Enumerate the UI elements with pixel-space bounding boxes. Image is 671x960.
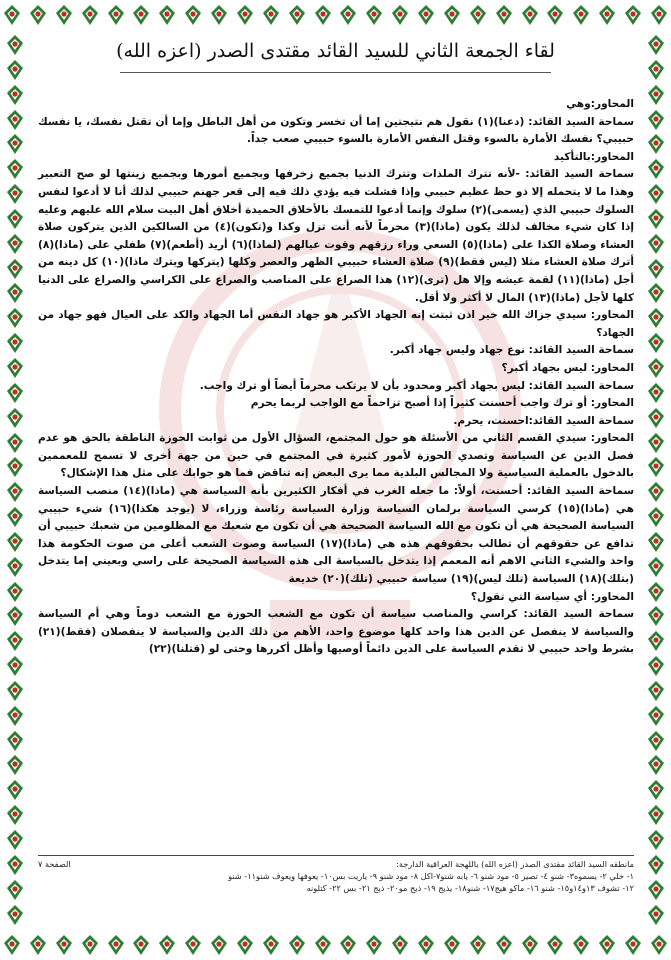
ornament-icon — [5, 357, 25, 379]
ornament-icon — [520, 934, 540, 956]
paragraph: المحاور: أي سياسة التي تقول؟ — [470, 590, 634, 603]
ornament-icon — [5, 183, 25, 205]
ornament-icon — [646, 854, 666, 876]
paragraph: المحاور:بالتأكيد — [553, 150, 634, 163]
ornament-icon — [235, 4, 255, 26]
right-border — [641, 30, 671, 930]
ornament-icon — [5, 556, 25, 578]
ornament-icon — [646, 481, 666, 503]
ornament-icon — [5, 605, 25, 627]
ornament-icon — [5, 258, 25, 280]
paragraph: سماحة السيد القائد: -لأنه تترك الملذات وتترك الدنيا بجميع زخرفها وبجميع أمورها وبجميع زينتها لو صح التعبير وهذا ما لا يتحمله إلا ذو حظ عظيم حبيبي وإذا فشلت فيه يؤدي ذلك فيه إلى قعر جهنم حبيبي لذلك أنا لا أدعوا لنفس السلوك حبيبي الذي (يسمى)(٢) سلوك وإنما أدعوا للتمسك بالأخلاق الحميدة أخلاق أهل البيت سلام الله عليهم وعليه إذا كان شيء مخالف لذلك يكون (ماذا)(٣) محرماً لأنه أنت تزل وكذا و(تكون)(٤) من السالكين الذين يتركون صلاة العشاء وصلاة الكذا على (ماذا)(٥) السعي وراء رزقهم وقوت عيالهم (لماذا)(٦) أريد (أطعم)(٧) طفلي على (ماذا)(٨) أترك صلاة العشاء مثلا (ليس فقط)(٩) صلاة العشاء حبيبي الظهر والعصر وكلها (يتركها ويترك ماذا)(١٠) كل دينه من أجل (ماذا)(١١) لقمة عيشه وإلا هل (ترى)(١٢) هذا الصراع على المناصب والصراع على الكراسي والصراع على الدنيا كلها لأجل (ماذا)(١٣) المال لا أكثر ولا أقل. — [38, 168, 635, 304]
ornament-icon — [646, 133, 666, 155]
ornament-icon — [5, 133, 25, 155]
ornament-icon — [646, 432, 666, 454]
ornament-icon — [571, 4, 591, 26]
ornament-icon — [5, 680, 25, 702]
ornament-icon — [5, 531, 25, 553]
ornament-icon — [157, 934, 177, 956]
ornament-icon — [646, 258, 666, 280]
ornament-icon — [5, 456, 25, 478]
ornament-icon — [2, 4, 22, 26]
top-border — [0, 0, 671, 30]
ornament-icon — [416, 4, 436, 26]
ornament-icon — [646, 282, 666, 304]
ornament-icon — [54, 934, 74, 956]
ornament-icon — [646, 804, 666, 826]
ornament-icon — [5, 829, 25, 851]
ornament-icon — [646, 531, 666, 553]
ornament-icon — [646, 730, 666, 752]
ornament-icon — [28, 934, 48, 956]
ornament-icon — [5, 581, 25, 603]
ornament-icon — [2, 934, 22, 956]
ornament-icon — [5, 307, 25, 329]
ornament-icon — [494, 4, 514, 26]
ornament-icon — [261, 4, 281, 26]
ornament-icon — [646, 879, 666, 901]
ornament-icon — [597, 4, 617, 26]
ornament-icon — [623, 4, 643, 26]
ornament-icon — [646, 183, 666, 205]
ornament-icon — [390, 934, 410, 956]
footnote-source: مانطقه السيد القائد مقتدى الصدر (اعزه الله) باللهجة العراقية الدارجة: — [396, 859, 634, 869]
paragraph: سماحة السيد القائد: كراسي والمناصب سياسة أن تكون مع الشعب الحوزة مع الشعب دوماً وهي أم السياسة والسياسة لا ينفصل عن الدين هذا واحد كلها موضوع واحد، الأهم من ذلك الدين والسياسة لا ينفصلان (فقط)(٢١) بشرط واحد حبيبي لا تقدم السياسة على الدين دائماً أوصيها وأظل أكررها وحتى لو (قتلنا)(٢٢) — [38, 608, 634, 656]
ornament-icon — [646, 208, 666, 230]
ornament-icon — [646, 705, 666, 727]
ornament-icon — [646, 158, 666, 180]
ornament-icon — [5, 158, 25, 180]
ornament-icon — [646, 34, 666, 56]
ornament-icon — [646, 829, 666, 851]
ornament-icon — [646, 904, 666, 926]
ornament-icon — [28, 4, 48, 26]
paragraph: المحاور: أو ترك واجب أحسنت كثيراً إذا أصبح تزاحماً مع الواجب لربما يحرم — [250, 397, 634, 410]
ornament-icon — [442, 934, 462, 956]
title-divider — [120, 72, 551, 73]
ornament-icon — [5, 854, 25, 876]
footnote-line: ١- خلي ٢- يسموه٣- شنو ٤- تصير ٥- مود شنو ٦- يابه شنو٧-اكل ٨- مود شنو ٩- ياريت بس١٠- يعوفها ويعوف شنو١١- شنو — [228, 871, 634, 881]
ornament-icon — [5, 904, 25, 926]
ornament-icon — [80, 4, 100, 26]
ornament-icon — [5, 432, 25, 454]
footnotes — [38, 858, 634, 894]
ornament-icon — [468, 4, 488, 26]
paragraph: سماحة السيد القائد: ليس بجهاد أكبر ومحدود بأن لا يرتكب محرماً أيضاً أو ترك واجب. — [199, 379, 634, 392]
ornament-icon — [646, 307, 666, 329]
ornament-icon — [5, 779, 25, 801]
ornament-icon — [649, 934, 669, 956]
paragraph: المحاور: سيدي القسم الثاني من الأسئلة هو حول المجتمع، السؤال الأول من ثوابت الحوزة الناطقة بالحق هو عدم فصل الدين عن السياسة وتصدي الحوزة لأمور كثيرة في المجتمع في حين من جهة أخرى لا تسمح للمعممين بالدخول بالعملية السياسية ولا المجالس البلدية مما يرى البعض إنه تناقض فما هو جوابك على مثل هذا الإشكال؟ — [38, 432, 634, 480]
ornament-icon — [364, 934, 384, 956]
ornament-icon — [545, 934, 565, 956]
page-title: لقاء الجمعة الثاني للسيد القائد مقتدى الصدر (اعزه الله) — [116, 40, 555, 62]
paragraph: سماحة السيد القائد: (دعنا)(١) نقول هم نتيجتين إما أن تخسر وتكون من أهل الباطل وإما أن تقتل نفسك، يا نفسك حبيبي؟ نفسك الأمارة بالسوء وقتل النفس الأمارة بالسوء حبيبي صعب جداً. — [38, 115, 634, 146]
ornament-icon — [5, 506, 25, 528]
ornament-icon — [646, 779, 666, 801]
paragraph: المحاور: سيدي جزاك الله خير اذن ثبتت إنه الجهاد الأكبر هو جهاد النفس أما الجهاد والكد على العيال فهو جهاد من الجهاد؟ — [38, 309, 634, 339]
ornament-icon — [5, 84, 25, 106]
ornament-icon — [131, 934, 151, 956]
ornament-icon — [646, 630, 666, 652]
ornament-icon — [545, 4, 565, 26]
ornament-icon — [183, 934, 203, 956]
ornament-icon — [646, 357, 666, 379]
ornament-icon — [313, 934, 333, 956]
ornament-icon — [209, 934, 229, 956]
ornament-icon — [261, 934, 281, 956]
ornament-icon — [646, 407, 666, 429]
ornament-icon — [364, 4, 384, 26]
ornament-icon — [442, 4, 462, 26]
ornament-icon — [338, 934, 358, 956]
ornament-icon — [287, 934, 307, 956]
ornament-icon — [5, 655, 25, 677]
ornament-icon — [646, 506, 666, 528]
ornament-icon — [646, 581, 666, 603]
ornament-icon — [646, 382, 666, 404]
ornament-icon — [646, 456, 666, 478]
ornament-icon — [646, 84, 666, 106]
ornament-icon — [5, 34, 25, 56]
ornament-icon — [416, 934, 436, 956]
ornament-icon — [183, 4, 203, 26]
paragraph: المحاور: ليس بجهاد أكبر؟ — [501, 361, 634, 374]
ornament-icon — [157, 4, 177, 26]
ornament-icon — [5, 59, 25, 81]
ornament-icon — [5, 481, 25, 503]
transcript-body — [38, 96, 634, 659]
ornament-icon — [338, 4, 358, 26]
ornament-icon — [209, 4, 229, 26]
ornament-icon — [520, 4, 540, 26]
ornament-icon — [5, 282, 25, 304]
ornament-icon — [5, 109, 25, 131]
ornament-icon — [646, 556, 666, 578]
ornament-icon — [5, 208, 25, 230]
ornament-icon — [646, 605, 666, 627]
left-border — [0, 30, 30, 930]
ornament-icon — [646, 109, 666, 131]
ornament-icon — [5, 754, 25, 776]
ornament-icon — [5, 730, 25, 752]
ornament-icon — [5, 233, 25, 255]
ornament-icon — [597, 934, 617, 956]
ornament-icon — [5, 879, 25, 901]
page-number: الصفحة ٧ — [38, 859, 71, 869]
footer-divider — [38, 855, 634, 856]
ornament-icon — [5, 630, 25, 652]
ornament-icon — [468, 934, 488, 956]
ornament-icon — [106, 934, 126, 956]
ornament-icon — [287, 4, 307, 26]
paragraph: سماحة السيد القائد:احسنت، يحرم. — [453, 414, 634, 427]
ornament-icon — [235, 934, 255, 956]
ornament-icon — [5, 332, 25, 354]
ornament-icon — [390, 4, 410, 26]
ornament-icon — [646, 233, 666, 255]
ornament-icon — [649, 4, 669, 26]
ornament-icon — [646, 754, 666, 776]
ornament-icon — [494, 934, 514, 956]
ornament-icon — [5, 407, 25, 429]
ornament-icon — [646, 332, 666, 354]
ornament-icon — [5, 382, 25, 404]
paragraph: سماحة السيد القائد: نوع جهاد وليس جهاد أكبر. — [389, 344, 634, 357]
ornament-icon — [646, 59, 666, 81]
ornament-icon — [80, 934, 100, 956]
ornament-icon — [313, 4, 333, 26]
footnote-line: ١٢- تشوف ١٣و١٤و١٥- شنو ١٦- ماكو هيج١٧- شنو١٨- يذيج ١٩- ذيج مو٢٠- ذيج ٢١- بس ٢٢- كتلونه — [306, 883, 634, 893]
ornament-icon — [623, 934, 643, 956]
bottom-border — [0, 930, 671, 960]
paragraph: المحاور:وهي — [566, 98, 634, 110]
ornament-icon — [131, 4, 151, 26]
ornament-icon — [106, 4, 126, 26]
ornament-icon — [646, 680, 666, 702]
ornament-icon — [5, 705, 25, 727]
ornament-icon — [5, 804, 25, 826]
ornament-icon — [646, 655, 666, 677]
ornament-icon — [54, 4, 74, 26]
paragraph: سماحة السيد القائد: أحسنت، أولاً: ما جعله الغرب في أفكار الكثيرين بأنه السياسة هي (ماذا)(١٤) منصب السياسة هي (ماذا)(١٥) كرسي السياسة برلمان السياسة وزارة السياسة رئاسة وزراء، لا (يوجد هكذا)(١٦) شيء حبيبي السياسة الصحيحة هي أن تكون مع الله السياسة الصحيحة هي أن تكون مع شعبك مع المظلومين من شعبك حبيبي أن تدافع عن حقوقهم أن تطالب بحقوقهم هذه هي (ماذا)(١٧) السياسة وصوت الشعب أعلى من صوت الحكومة هذا واحد والشيء الثاني الاهم أنه المعمم إذا يتدخل بالسياسة الى هذه السياسة الصحيحة على راسي وبعيني إما يتدخل (بتلك)(١٨) السياسة (تلك ليس)(١٩) سياسة حبيبي (تلك)(٢٠) خديعة — [38, 485, 635, 586]
ornament-icon — [571, 934, 591, 956]
